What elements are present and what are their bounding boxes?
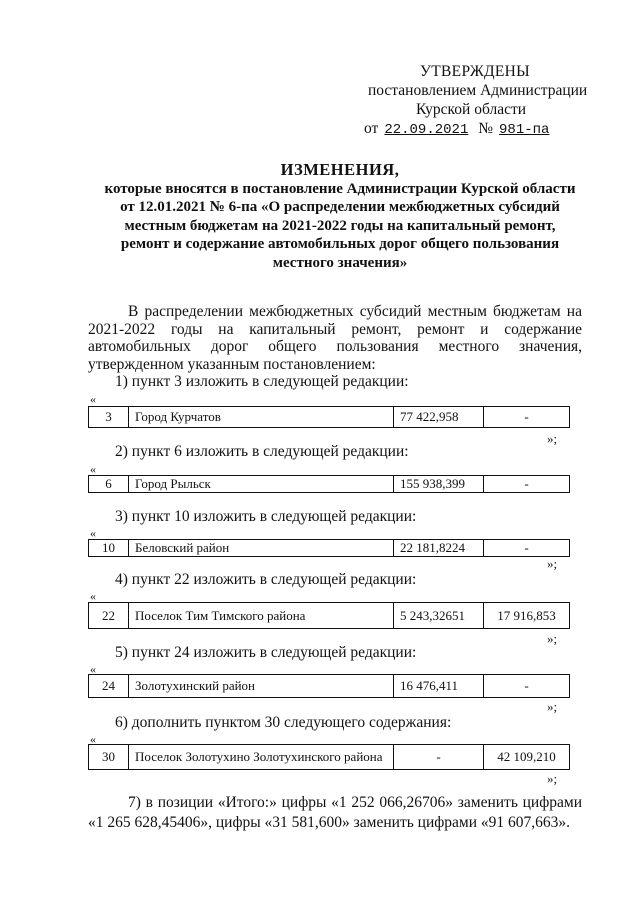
approval-date-line [360,119,590,140]
title-line: от 12.01.2021 № 6-па «О распределении межбюджетных субсидий [120,199,560,215]
quote-open: « [90,662,96,676]
quote-open: « [90,392,96,406]
row-value-1: 5 243,32651 [394,603,484,629]
item-text: 6) дополнить пунктом 30 следующего содержания: [115,714,452,731]
table-row [88,674,570,698]
row-name: Золотухинский район [129,675,394,698]
row-value-2: - [484,675,570,698]
row-number: 10 [89,540,129,557]
final-paragraph: 7) в позиции «Итого:» цифры «1 252 066,26706» заменить цифрами «1 265 628,45406», цифры «31 581,600» заменить цифрами «91 607,663». [88,794,582,831]
row-name: Город Курчатов [129,407,394,428]
quote-close: »; [547,699,558,714]
table-row [88,475,570,493]
row-name: Поселок Золотухино Золотухинского района [129,745,394,770]
quote-open: « [90,589,96,603]
title-line: которые вносятся в постановление Администрации Курской области [104,180,576,197]
row-value-1: 155 938,399 [394,476,484,493]
row-number: 24 [89,675,129,698]
title-heading: ИЗМЕНЕНИЯ, [280,160,400,179]
item-text: 5) пункт 24 изложить в следующей редакции: [115,644,417,661]
quote-open: « [90,526,96,540]
row-value-1: - [394,745,484,770]
row-value-1: 77 422,958 [394,407,484,428]
document-title [80,161,600,272]
approval-by: постановлением Администрации [368,82,588,99]
intro-paragraph: В распределении межбюджетных субсидий местным бюджетам на 2021-2022 годы на капитальный ремонт, ремонт и содержание автомобильных дорог общего пользования местного значения, утвержденном указанным постановлением: [88,303,582,373]
title-line: ремонт и содержание автомобильных дорог общего пользования [120,236,560,252]
quote-close: »; [547,631,558,646]
row-number: 3 [89,407,129,428]
table-row [88,602,570,629]
item-text: 2) пункт 6 изложить в следующей редакции: [115,443,409,460]
table-row [88,744,570,770]
approval-stamp [360,62,590,140]
row-value-2: - [484,476,570,493]
approval-title: УТВЕРЖДЕНЫ [420,63,530,80]
row-value-1: 16 476,411 [394,675,484,698]
quote-close: »; [547,771,558,786]
item-text: 4) пункт 22 изложить в следующей редакции: [115,571,417,588]
quote-open: « [90,732,96,746]
quote-open: « [90,462,96,476]
number-prefix: № [478,120,494,137]
item-text: 1) пункт 3 изложить в следующей редакции: [115,373,409,390]
row-value-2: 42 109,210 [484,745,570,770]
row-value-2: - [484,540,570,557]
title-line: местным бюджетам на 2021-2022 годы на капитальный ремонт, [124,217,556,234]
item-text: 3) пункт 10 изложить в следующей редакции: [115,508,417,525]
row-name: Беловский район [129,540,394,557]
quote-close: »; [547,556,558,571]
table-row [88,406,570,428]
row-value-2: - [484,407,570,428]
approval-number: 981-па [499,122,550,138]
row-number: 6 [89,476,129,493]
row-number: 30 [89,745,129,770]
row-name: Поселок Тим Тимского района [129,603,394,629]
table-row [88,539,570,557]
row-number: 22 [89,603,129,629]
date-prefix: от [364,120,379,137]
row-name: Город Рыльск [129,476,394,493]
approval-region: Курской области [416,101,527,118]
row-value-2: 17 916,853 [484,603,570,629]
row-value-1: 22 181,8224 [394,540,484,557]
quote-close: »; [547,431,558,446]
title-line: местного значения» [272,254,408,271]
approval-date: 22.09.2021 [384,122,469,138]
